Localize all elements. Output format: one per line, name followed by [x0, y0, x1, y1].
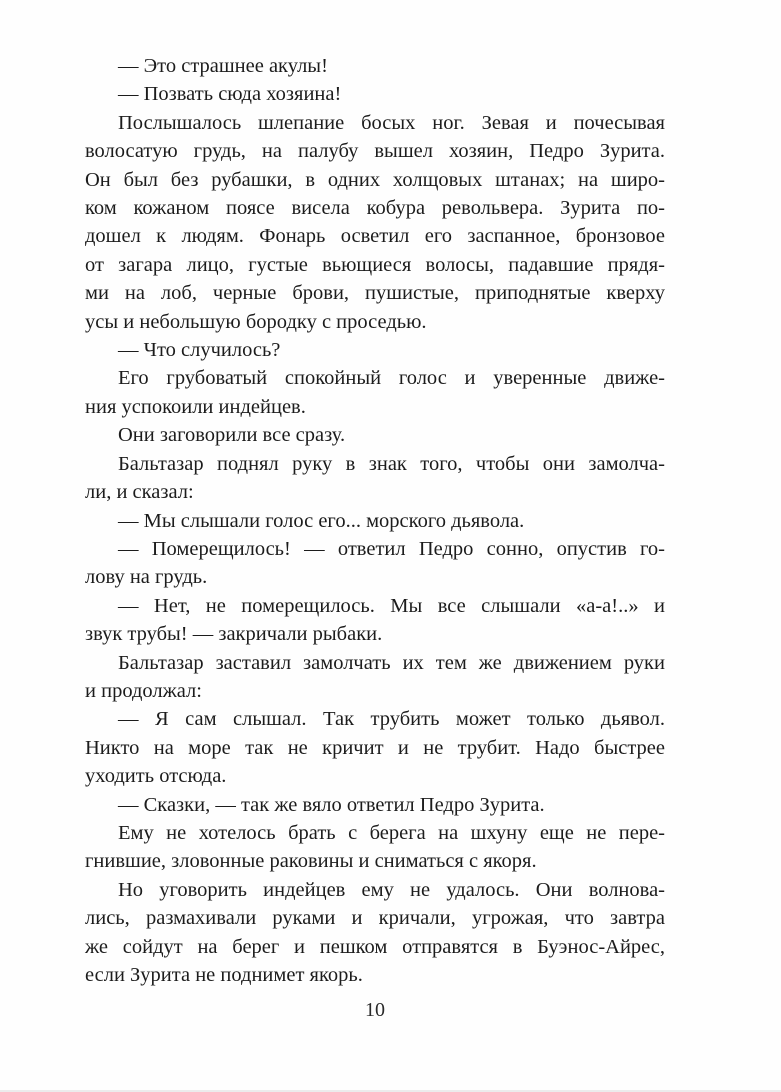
text-line: — Мы слышали голос его... морского дьявола.	[118, 509, 525, 532]
text-line: Бальтазар поднял руку в знак того, чтобы они замолча-	[118, 452, 665, 475]
text-line: уходить отсюда.	[85, 765, 227, 788]
text-line: же сойдут на берег и пешком отправятся в Буэнос-Айрес,	[85, 935, 665, 958]
text-line: Он был без рубашки, в одних холщовых штанах; на широ-	[85, 168, 665, 191]
paragraph	[85, 80, 665, 108]
text-line: волосатую грудь, на палубу вышел хозяин, Педро Зурита.	[85, 140, 665, 163]
paragraph	[85, 819, 665, 876]
page-text	[85, 52, 665, 989]
paragraph	[85, 876, 665, 990]
text-line: — Что случилось?	[118, 339, 281, 362]
paragraph	[85, 791, 665, 819]
paragraph	[85, 649, 665, 706]
text-line: Никто на море так не кричит и не трубит. Надо быстрее	[85, 736, 665, 759]
text-line: Послышалось шлепание босых ног. Зевая и почесывая	[118, 111, 665, 134]
text-line: ком кожаном поясе висела кобура револьвера. Зурита по-	[85, 197, 665, 220]
paragraph	[85, 52, 665, 80]
text-line: дошел к людям. Фонарь осветил его заспанное, бронзовое	[85, 225, 665, 248]
text-line: — Нет, не померещилось. Мы все слышали «а-а!..» и	[118, 594, 665, 617]
page-number: 10	[365, 999, 385, 1021]
text-line: Ему не хотелось брать с берега на шхуну еще не пере-	[118, 821, 665, 844]
text-line: усы и небольшую бородку с проседью.	[85, 310, 427, 333]
text-line: лову на грудь.	[85, 566, 208, 589]
text-line: Но уговорить индейцев ему не удалось. Они волнова-	[118, 878, 665, 901]
text-line: и продолжал:	[85, 679, 202, 702]
paragraph	[85, 507, 665, 535]
paragraph	[85, 109, 665, 336]
paragraph	[85, 705, 665, 790]
text-line: лись, размахивали руками и кричали, угрожая, что завтра	[85, 907, 665, 930]
text-line: Его грубоватый спокойный голос и уверенные движе-	[118, 367, 665, 390]
paragraph	[85, 450, 665, 507]
paragraph	[85, 336, 665, 364]
text-line: ми на лоб, черные брови, пушистые, приподнятые кверху	[85, 282, 665, 305]
text-line: — Позвать сюда хозяина!	[118, 83, 342, 106]
paragraph	[85, 592, 665, 649]
paragraph	[85, 364, 665, 421]
text-line: от загара лицо, густые вьющиеся волосы, падавшие прядя-	[85, 253, 665, 276]
text-line: — Померещилось! — ответил Педро сонно, опустив го-	[118, 537, 665, 560]
paragraph	[85, 535, 665, 592]
text-line: — Я сам слышал. Так трубить может только дьявол.	[118, 708, 665, 731]
text-line: — Сказки, — так же вяло ответил Педро Зурита.	[118, 793, 545, 816]
paragraph	[85, 421, 665, 449]
text-line: звук трубы! — закричали рыбаки.	[85, 623, 383, 646]
text-line: ния успокоили индейцев.	[85, 395, 306, 418]
text-line: — Это страшнее акулы!	[118, 55, 328, 77]
text-line: если Зурита не поднимет якорь.	[85, 964, 363, 986]
text-line: гнившие, зловонные раковины и сниматься с якоря.	[85, 850, 537, 873]
text-line: Они заговорили все сразу.	[118, 424, 346, 447]
text-line: ли, и сказал:	[85, 481, 194, 504]
text-line: Бальтазар заставил замолчать их тем же движением руки	[118, 651, 665, 674]
